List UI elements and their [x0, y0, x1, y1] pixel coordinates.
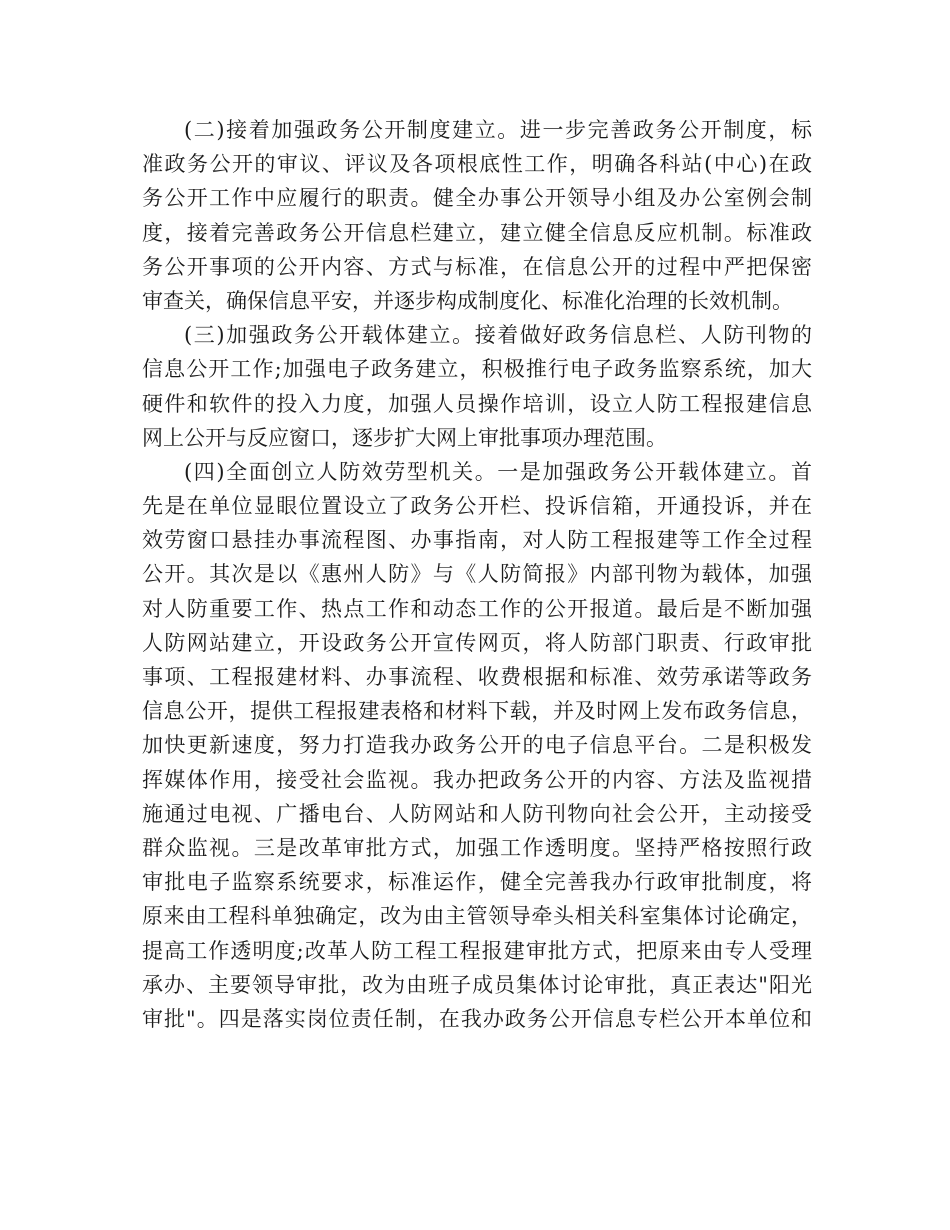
paragraph: [142, 113, 812, 318]
text-line: 人防网站建立，开设政务公开宣传网页，将人防部门职责、行政审批: [142, 630, 812, 655]
text-line: (二)接着加强政务公开制度建立。进一步完善政务公开制度，标: [184, 118, 812, 142]
text-line: 原来由工程科单独确定，改为由主管领导牵头相关科室集体讨论确定，: [142, 904, 812, 929]
text-line: 审批"。四是落实岗位责任制，在我办政务公开信息专栏公开本单位和: [142, 1006, 812, 1031]
text-line: 信息公开工作;加强电子政务建立，积极推行电子政务监察系统，加大: [142, 357, 812, 382]
text-line: 信息公开，提供工程报建表格和材料下载，并及时网上发布政务信息，: [142, 699, 812, 724]
text-line: 提高工作透明度;改革人防工程工程报建审批方式，把原来由专人受理: [142, 938, 812, 963]
text-line: (三)加强政务公开载体建立。接着做好政务信息栏、人防刊物的: [184, 323, 812, 348]
text-line: (四)全面创立人防效劳型机关。一是加强政务公开载体建立。首: [184, 459, 812, 484]
text-line: 挥媒体作用，接受社会监视。我办把政务公开的内容、方法及监视措: [142, 767, 812, 792]
text-line: 硬件和软件的投入力度，加强人员操作培训，设立人防工程报建信息: [142, 391, 812, 416]
text-line: 对人防重要工作、热点工作和动态工作的公开报道。最后是不断加强: [142, 596, 812, 621]
text-line: 度，接着完善政务公开信息栏建立，建立健全信息反应机制。标准政: [142, 220, 812, 245]
text-line: 审批电子监察系统要求，标准运作，健全完善我办行政审批制度，将: [142, 870, 812, 895]
text-line: 务公开事项的公开内容、方式与标准，在信息公开的过程中严把保密: [142, 254, 812, 279]
text-line: 事项、工程报建材料、办事流程、收费根据和标准、效劳承诺等政务: [142, 665, 812, 689]
paragraph: [142, 318, 812, 455]
text-line: 承办、主要领导审批，改为由班子成员集体讨论审批，真正表达"阳光: [142, 972, 812, 997]
text-line: 效劳窗口悬挂办事流程图、办事指南，对人防工程报建等工作全过程: [142, 528, 812, 553]
text-line: 加快更新速度，努力打造我办政务公开的电子信息平台。二是积极发: [142, 733, 812, 758]
text-line: 审查关，确保信息平安，并逐步构成制度化、标准化治理的长效机制。: [142, 288, 793, 313]
text-line: 准政务公开的审议、评议及各项根底性工作，明确各科站(中心)在政: [142, 152, 812, 177]
text-line: 先是在单位显眼位置设立了政务公开栏、投诉信箱，开通投诉，并在: [142, 494, 812, 519]
paragraph: [142, 455, 812, 1036]
text-line: 务公开工作中应履行的职责。健全办事公开领导小组及办公室例会制: [142, 186, 812, 211]
text-line: 施通过电视、广播电台、人防网站和人防刊物向社会公开，主动接受: [142, 801, 812, 826]
text-line: 网上公开与反应窗口，逐步扩大网上审批事项办理范围。: [142, 425, 667, 450]
document-body: [142, 113, 812, 1036]
text-line: 群众监视。三是改革审批方式，加强工作透明度。坚持严格按照行政: [142, 835, 812, 860]
text-line: 公开。其次是以《惠州人防》与《人防简报》内部刊物为载体，加强: [142, 562, 812, 587]
